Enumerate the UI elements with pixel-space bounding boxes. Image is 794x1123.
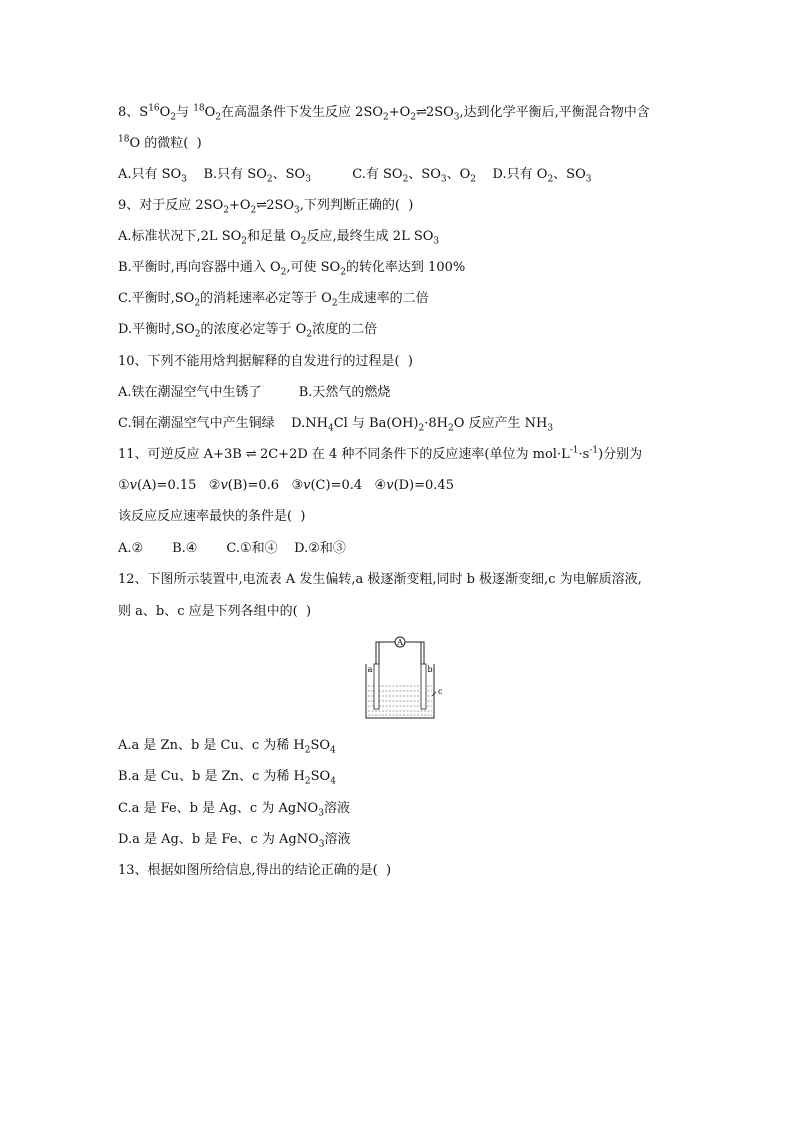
text-line-q9-d: D.平衡时$,SO_2$的浓度必定等于 $O_2$浓度的二倍 xyxy=(118,322,378,340)
text-line-q12a: 12、下图所示装置中,电流表 A 发生偏转,a 极逐渐变粗,同时 b 极逐渐变细,c 为电解质溶液, xyxy=(118,572,642,587)
electrode-a-label: a xyxy=(367,665,373,674)
text-line-q11-rates: ①v(A)=0.15 ②v(B)=0.6 ③v(C)=0.4 ④v(D)=0.45 xyxy=(118,478,454,493)
text-line-q13: 13、根据如图所给信息,得出的结论正确的是( ) xyxy=(118,863,392,878)
text-line-q12-d: D.a 是 Ag、b 是 Fe、c 为 AgNO$_3$溶液 xyxy=(118,832,351,850)
text-line-q8-options: A.只有 $SO_3$ B.只有 $SO_2$、$SO_3$ C.有 $SO_2$、$SO_3$、$O_2$ D.只有 $O_2$、$SO_3$ xyxy=(118,167,592,185)
text-line-q12b: 则 a、b、c 应是下列各组中的( ) xyxy=(118,604,312,619)
electrode-b xyxy=(421,664,426,709)
text-line-q9: 9、对于反应 $2SO_2+O_2\rightleftharpoons 2SO_3$,下列判断正确的( ) xyxy=(118,198,414,216)
ammeter-label: A xyxy=(397,638,403,647)
text-line-q9-b: B.平衡时,再向容器中通入 $O_2$,可使 $SO_2$的转化率达到 100% xyxy=(118,260,466,278)
text-line-q11: 11、可逆反应 A+3B ⇌ 2C+2D 在 4 种不同条件下的反应速率(单位为 $mol\cdot L^{-1}\cdot s^{-1}$)分别为 xyxy=(118,445,643,462)
text-line-q8a: 8、$S^{16}O_2$与 $^{18}O_2$在高温条件下发生反应 $2SO_2+O_2\rightleftharpoons 2SO_3$,达到化学平衡后,平衡混合物中含 xyxy=(118,103,650,123)
text-line-q9-c: C.平衡时$,SO_2$的消耗速率必定等于 $O_2$生成速率的二倍 xyxy=(118,291,429,309)
text-line-q12-a: A.a 是 Zn、b 是 Cu、c 为稀 $H_2SO_4$ xyxy=(118,738,336,756)
text-line-q11-options: A.② B.④ C.①和④ D.②和③ xyxy=(118,541,346,556)
text-line-q9-a: A.标准状况下,2L $SO_2$和足量 $O_2$反应,最终生成 2L $SO_3$ xyxy=(118,229,440,247)
text-line-q11-ask: 该反应反应速率最快的条件是( ) xyxy=(118,509,306,524)
text-line-q10-cd: C.铜在潮湿空气中产生铜绿 $D.NH_4Cl$ 与 $Ba(OH)_2\cdot 8H_2O$ 反应产生 $NH_3$ xyxy=(118,416,554,434)
electrode-b-label: b xyxy=(427,665,433,674)
solution-label: c xyxy=(438,687,443,696)
galvanic-cell-diagram xyxy=(360,634,443,728)
electrode-a xyxy=(374,664,379,709)
text-line-q10-ab: A.铁在潮湿空气中生锈了 B.天然气的燃烧 xyxy=(118,385,391,400)
text-line-q10: 10、下列不能用焓判据解释的自发进行的过程是( ) xyxy=(118,354,413,369)
text-line-q12-b: B.a 是 Cu、b 是 Zn、c 为稀 $H_2SO_4$ xyxy=(118,769,336,787)
text-line-q12-c: C.a 是 Fe、b 是 Ag、c 为 AgNO$_3$溶液 xyxy=(118,801,350,819)
text-line-q8b: $^{18}$O 的微粒( ) xyxy=(118,134,202,151)
